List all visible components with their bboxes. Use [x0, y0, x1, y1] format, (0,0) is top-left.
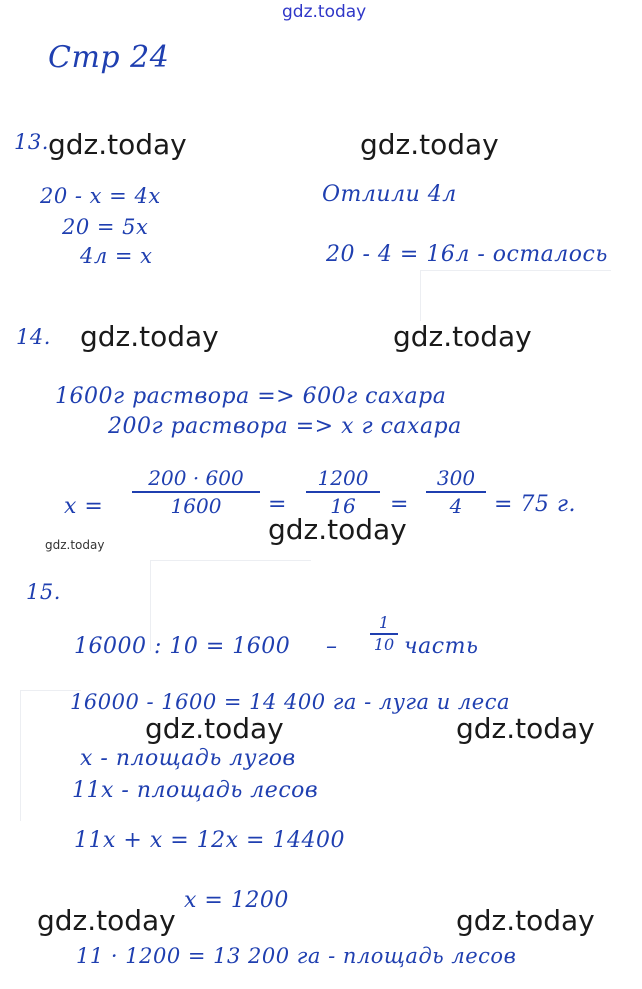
- watermark: gdz.today: [393, 320, 532, 353]
- task-14-fraction-2: [306, 466, 380, 518]
- task-14-x-prefix: x =: [64, 494, 104, 519]
- fraction-denominator: 1600: [170, 494, 222, 518]
- fraction-denominator: 4: [449, 494, 463, 518]
- fraction-bar: [426, 491, 486, 493]
- task-15-line: 11 · 1200 = 13 200 га - площадь лесов: [76, 944, 517, 968]
- watermark: gdz.today: [80, 320, 219, 353]
- watermark: gdz.today: [456, 712, 595, 745]
- task-15-line: x = 1200: [184, 888, 289, 913]
- task-14-fraction-3: [426, 466, 486, 518]
- task-15-line: 16000 : 10 = 1600: [74, 634, 291, 659]
- task-15-number: 15.: [26, 580, 61, 604]
- faint-grid-top: [420, 270, 611, 321]
- watermark: gdz.today: [37, 904, 176, 937]
- task-15-line: 11x + x = 12x = 14400: [74, 828, 345, 853]
- watermark: gdz.today: [456, 904, 595, 937]
- task-14-fraction-1: [132, 466, 260, 518]
- task-14-equals: =: [390, 492, 409, 517]
- fraction-numerator: 1200: [317, 466, 369, 490]
- task-15-line: 11x - площадь лесов: [72, 778, 319, 803]
- task-14-result: = 75 г.: [494, 492, 577, 517]
- task-13-equation-line: 20 = 5x: [62, 215, 149, 239]
- watermark-top: gdz.today: [282, 2, 367, 22]
- task-14-proportion-line: 1600г раствора => 600г сахара: [55, 384, 447, 409]
- task-13-equation-line: 4л = x: [80, 244, 153, 268]
- page-heading: Стр 24: [48, 40, 170, 75]
- watermark: gdz.today: [48, 128, 187, 161]
- watermark: gdz.today: [145, 712, 284, 745]
- watermark: gdz.today: [360, 128, 499, 161]
- task-13-equation-line: 20 - x = 4x: [40, 184, 161, 208]
- watermark: gdz.today: [268, 513, 407, 546]
- fraction-numerator: 300: [436, 466, 476, 490]
- task-13-number: 13.: [14, 130, 49, 154]
- fraction-numerator: 200 · 600: [148, 466, 244, 490]
- fraction-numerator: 1: [378, 613, 390, 632]
- watermark-small: gdz.today: [45, 538, 105, 552]
- task-15-line: x - площадь лугов: [80, 746, 296, 771]
- fraction-bar: [306, 491, 380, 493]
- fraction-bar: [132, 491, 260, 493]
- task-14-number: 14.: [16, 325, 51, 349]
- fraction-denominator: 10: [373, 635, 395, 654]
- task-14-proportion-line: 200г раствора => x г сахара: [108, 414, 462, 439]
- task-13-answer-remaining: 20 - 4 = 16л - осталось: [326, 242, 608, 267]
- fraction-denominator: 16: [330, 494, 356, 518]
- task-13-answer-poured: Отлили 4л: [322, 182, 457, 207]
- task-15-dash: –: [326, 634, 338, 659]
- task-15-line: 16000 - 1600 = 14 400 га - луга и леса: [70, 690, 511, 714]
- task-15-tenth-fraction: [370, 614, 398, 654]
- task-14-equals: =: [268, 492, 287, 517]
- task-15-part-word: часть: [404, 634, 479, 659]
